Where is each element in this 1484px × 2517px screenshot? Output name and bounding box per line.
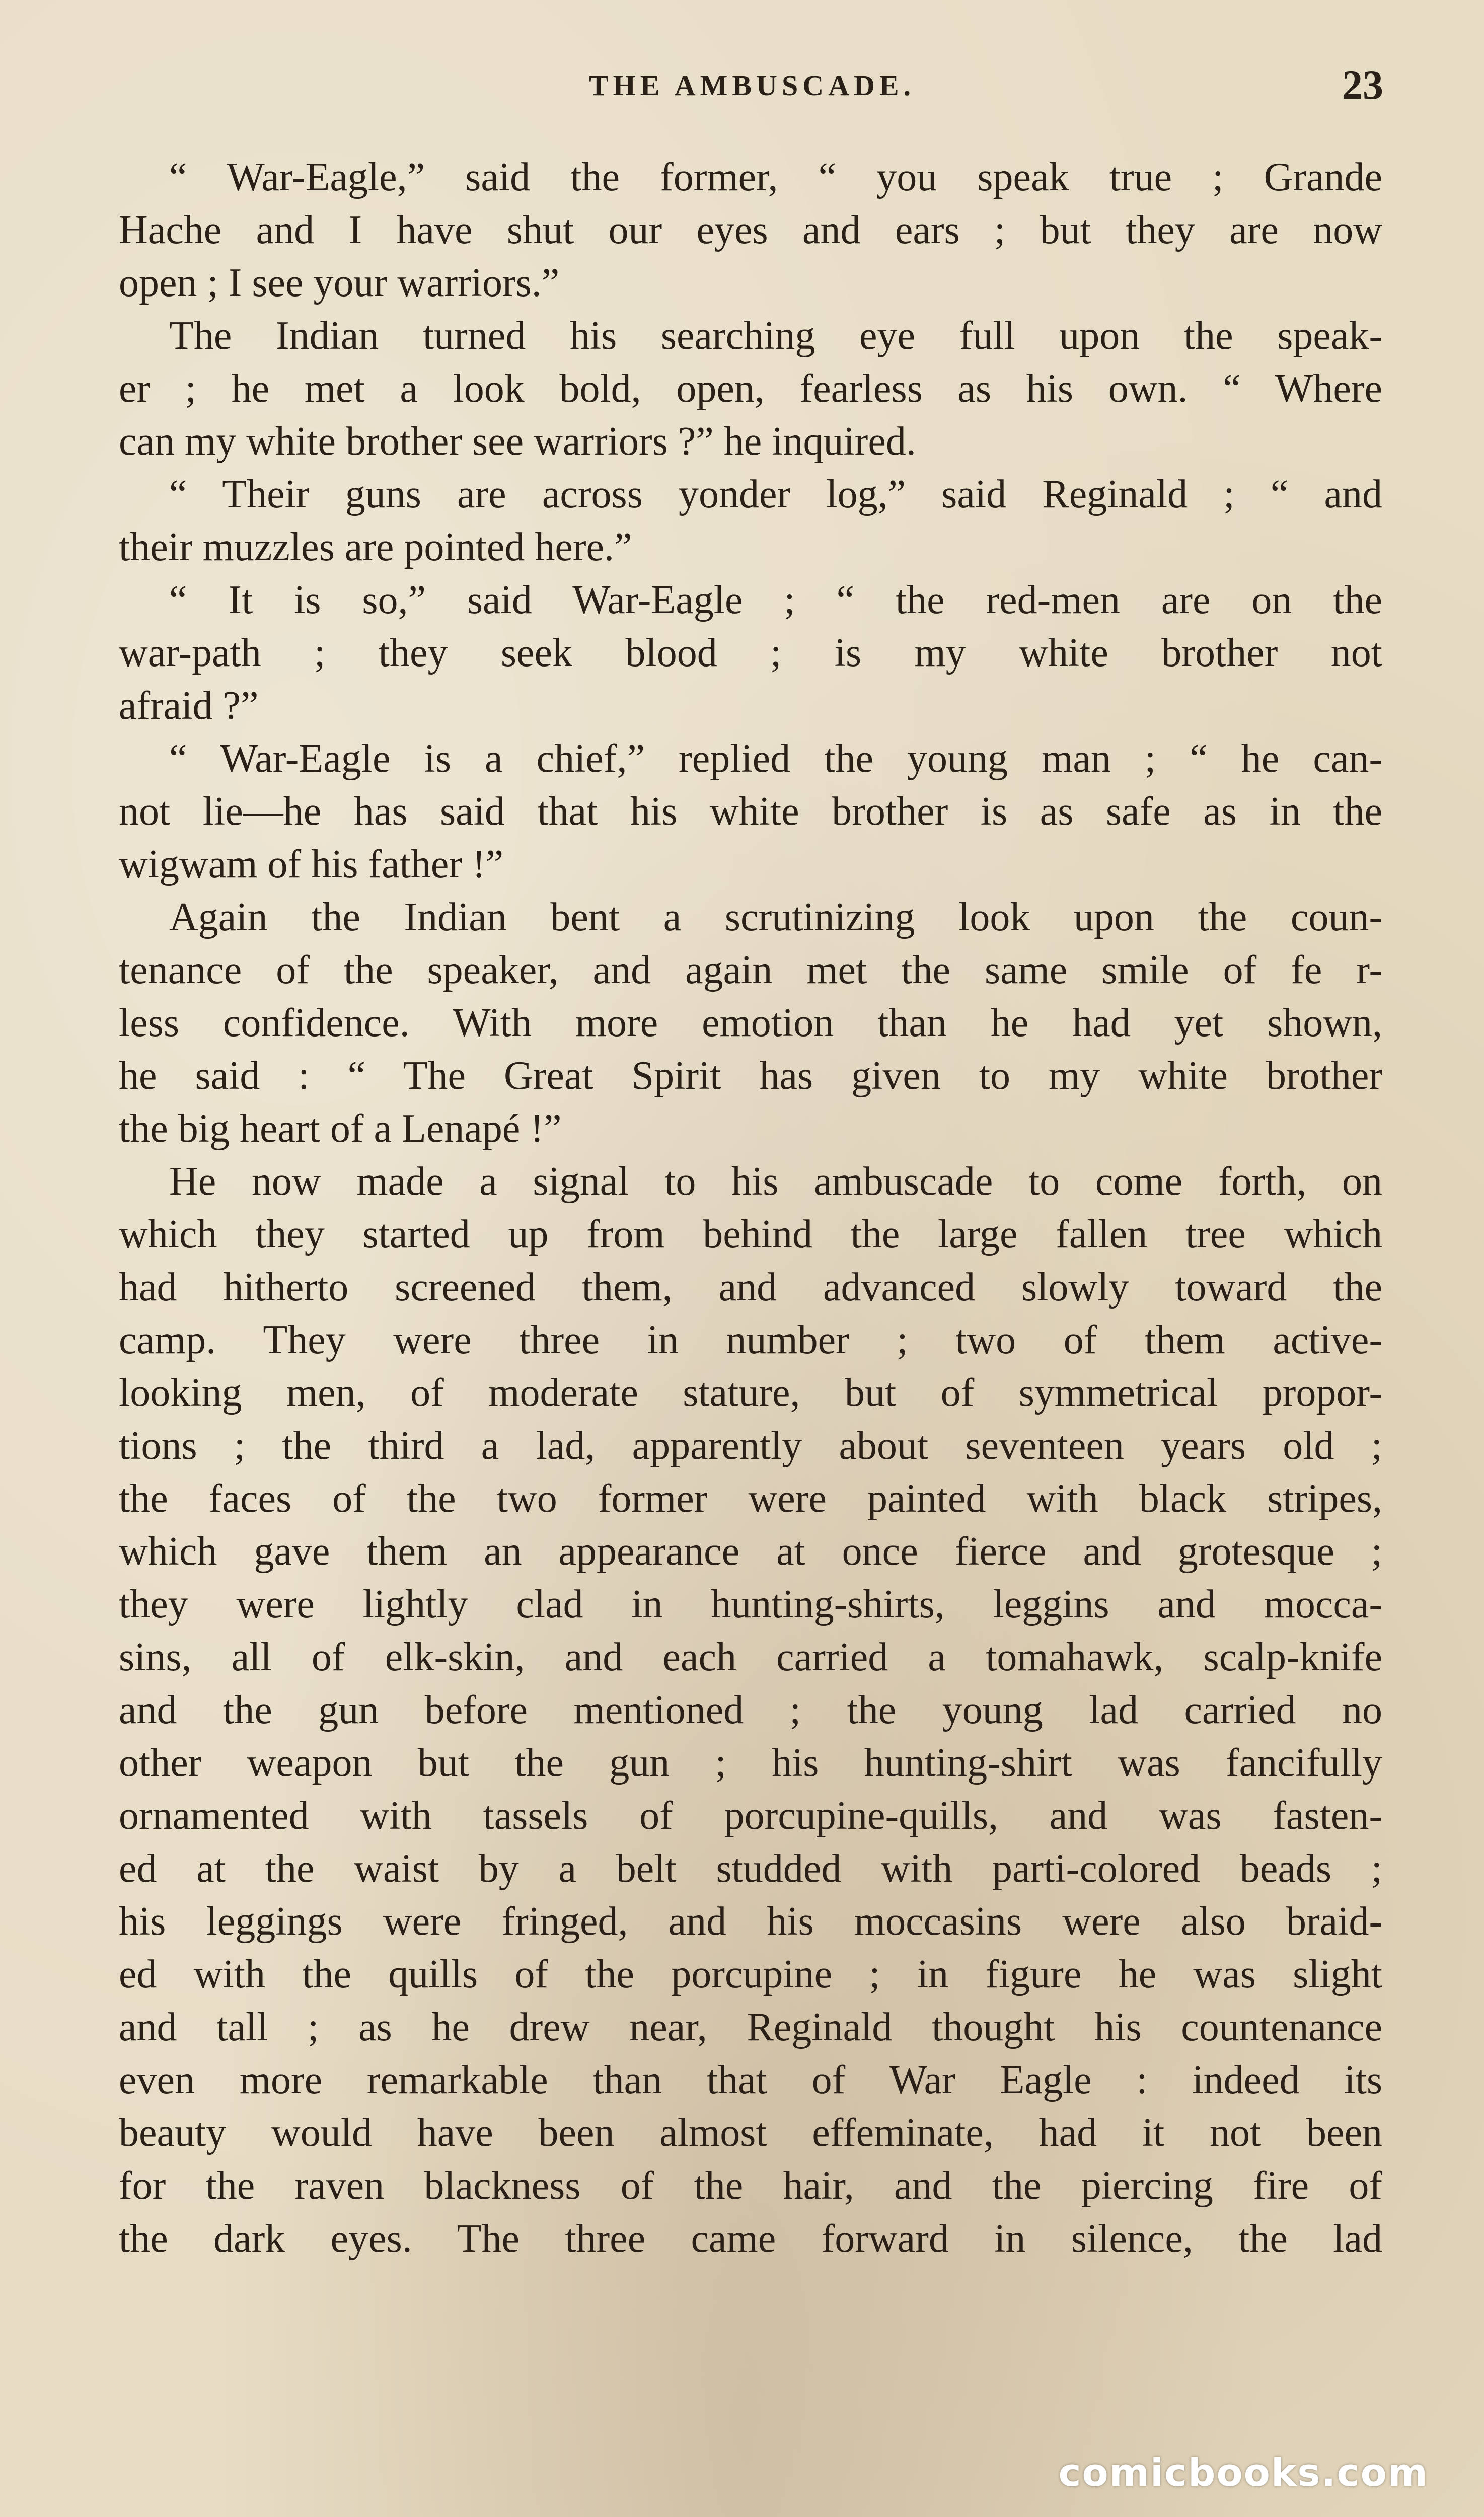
text-line: “ It is so,” said War-Eagle ; “ the red-men are on the [169,578,1382,622]
page-header [121,60,1383,111]
page-number: 23 [1342,62,1383,108]
paragraph [119,732,1382,891]
text-line: ornamented with tassels of porcupine-quills, and was fasten- [119,1794,1382,1838]
paragraph [119,574,1382,732]
text-line: open ; I see your warriors.” [119,261,560,305]
text-line: ed at the waist by a belt studded with parti-colored beads ; [119,1846,1382,1891]
paragraph [119,151,1382,310]
text-line: camp. They were three in number ; two of them active- [119,1318,1382,1362]
text-line: which gave them an appearance at once fierce and grotesque ; [119,1529,1382,1574]
paragraph [119,468,1382,574]
text-line: Hache and I have shut our eyes and ears ; but they are now [119,208,1382,252]
paragraph [119,310,1382,468]
paragraph [119,1155,1382,2265]
text-line: sins, all of elk-skin, and each carried a tomahawk, scalp-knife [119,1635,1382,1679]
text-line: their muzzles are pointed here.” [119,525,632,569]
text-line: the dark eyes. The three came forward in silence, the lad [119,2216,1382,2261]
text-line: less confidence. With more emotion than he had yet shown, [119,1001,1382,1045]
text-line: they were lightly clad in hunting-shirts, leggins and mocca- [119,1582,1382,1626]
text-line: the big heart of a Lenapé !” [119,1106,562,1151]
text-line: even more remarkable than that of War Eagle : indeed its [119,2058,1382,2102]
text-line: He now made a signal to his ambuscade to come forth, on [169,1159,1382,1204]
text-line: had hitherto screened them, and advanced slowly toward the [119,1265,1382,1309]
watermark: comicbooks.com [1058,2450,1429,2495]
text-line: and the gun before mentioned ; the young lad carried no [119,1688,1382,1732]
text-line: the faces of the two former were painted with black stripes, [119,1476,1382,1521]
text-line: for the raven blackness of the hair, and the piercing fire of [119,2164,1382,2208]
text-line: looking men, of moderate stature, but of symmetrical propor- [119,1371,1382,1415]
text-line: which they started up from behind the large fallen tree which [119,1212,1382,1256]
text-line: er ; he met a look bold, open, fearless as his own. “ Where [119,366,1382,411]
running-head: THE AMBUSCADE. [588,69,916,102]
text-line: “ War-Eagle,” said the former, “ you speak true ; Grande [169,155,1382,199]
text-line: The Indian turned his searching eye full upon the speak- [169,314,1382,358]
body-text [119,151,1382,2265]
text-line: tenance of the speaker, and again met the same smile of fe r- [119,948,1382,992]
text-line: wigwam of his father !” [119,842,504,886]
text-line: can my white brother see warriors ?” he inquired. [119,419,916,464]
text-line: “ Their guns are across yonder log,” said Reginald ; “ and [169,472,1382,516]
text-line: beauty would have been almost effeminate, had it not been [119,2111,1382,2155]
text-line: “ War-Eagle is a chief,” replied the young man ; “ he can- [169,736,1382,781]
text-line: tions ; the third a lad, apparently about seventeen years old ; [119,1424,1382,1468]
text-line: and tall ; as he drew near, Reginald thought his countenance [119,2005,1382,2049]
text-line: other weapon but the gun ; his hunting-shirt was fancifully [119,1741,1382,1785]
text-line: his leggings were fringed, and his moccasins were also braid- [119,1899,1382,1944]
paragraph [119,891,1382,1155]
text-line: war-path ; they seek blood ; is my white brother not [119,631,1382,675]
text-line: not lie—he has said that his white brother is as safe as in the [119,789,1382,834]
text-line: Again the Indian bent a scrutinizing look upon the coun- [169,895,1382,939]
text-line: he said : “ The Great Spirit has given to my white brother [119,1054,1382,1098]
text-line: ed with the quills of the porcupine ; in figure he was slight [119,1952,1382,1996]
text-line: afraid ?” [119,684,259,728]
